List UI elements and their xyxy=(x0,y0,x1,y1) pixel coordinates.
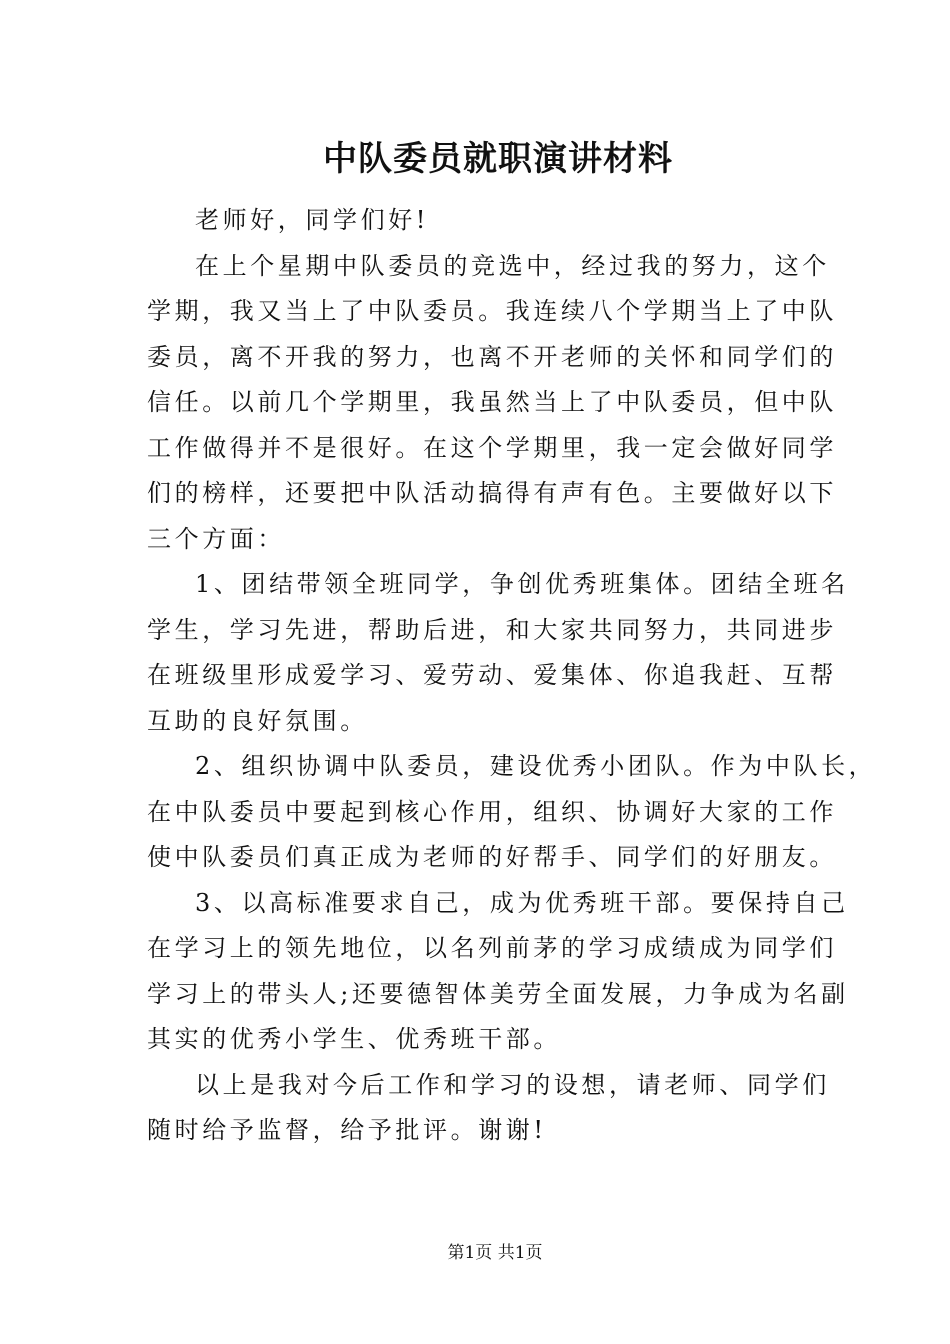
document-title: 中队委员就职演讲材料 xyxy=(323,139,673,179)
paragraph-line: 在学习上的领先地位，以名列前茅的学习成绩成为同学们 xyxy=(147,934,837,962)
paragraph-line: 在上个星期中队委员的竞选中，经过我的努力，这个 xyxy=(195,251,830,280)
document-body xyxy=(147,198,877,1154)
paragraph-line: 三个方面： xyxy=(147,524,285,553)
paragraph-line: 互助的良好氛围。 xyxy=(147,706,368,735)
paragraph-intro xyxy=(147,244,837,563)
paragraph-line: 工作做得并不是很好。在这个学期里，我一定会做好同学 xyxy=(147,433,837,462)
paragraph-point-2 xyxy=(147,744,877,881)
paragraph-greeting xyxy=(147,198,807,244)
paragraph-line: 随时给予监督，给予批评。谢谢! xyxy=(147,1116,547,1144)
paragraph-line: 在中队委员中要起到核心作用，组织、协调好大家的工作 xyxy=(147,797,837,826)
paragraph-line: 以上是我对今后工作和学习的设想，请老师、同学们 xyxy=(195,1070,830,1099)
paragraph-line: 在班级里形成爱学习、爱劳动、爱集体、你追我赶、互帮 xyxy=(147,661,837,689)
paragraph-line: 老师好，同学们好! xyxy=(195,206,430,234)
page-footer: 第1页 共1页 xyxy=(447,1243,543,1263)
paragraph-line: 3、以高标准要求自己，成为优秀班干部。要保持自己 xyxy=(195,888,849,917)
paragraph-line: 学习上的带头人;还要德智体美劳全面发展，力争成为名副 xyxy=(147,979,849,1008)
paragraph-point-1 xyxy=(147,562,849,744)
paragraph-closing xyxy=(147,1063,830,1154)
paragraph-line: 信任。以前几个学期里，我虽然当上了中队委员，但中队 xyxy=(147,388,837,416)
paragraph-line: 学生，学习先进，帮助后进，和大家共同努力，共同进步 xyxy=(147,615,837,644)
paragraph-point-3 xyxy=(147,881,849,1063)
paragraph-line: 委员，离不开我的努力，也离不开老师的关怀和同学们的 xyxy=(147,342,837,371)
paragraph-line: 2、组织协调中队委员，建设优秀小团队。作为中队长， xyxy=(195,752,877,780)
paragraph-line: 1、团结带领全班同学，争创优秀班集体。团结全班名 xyxy=(195,570,849,598)
paragraph-line: 们的榜样，还要把中队活动搞得有声有色。主要做好以下 xyxy=(147,479,837,507)
paragraph-line: 其实的优秀小学生、优秀班干部。 xyxy=(147,1025,561,1053)
paragraph-line: 学期，我又当上了中队委员。我连续八个学期当上了中队 xyxy=(147,297,837,325)
paragraph-line: 使中队委员们真正成为老师的好帮手、同学们的好朋友。 xyxy=(147,843,837,871)
